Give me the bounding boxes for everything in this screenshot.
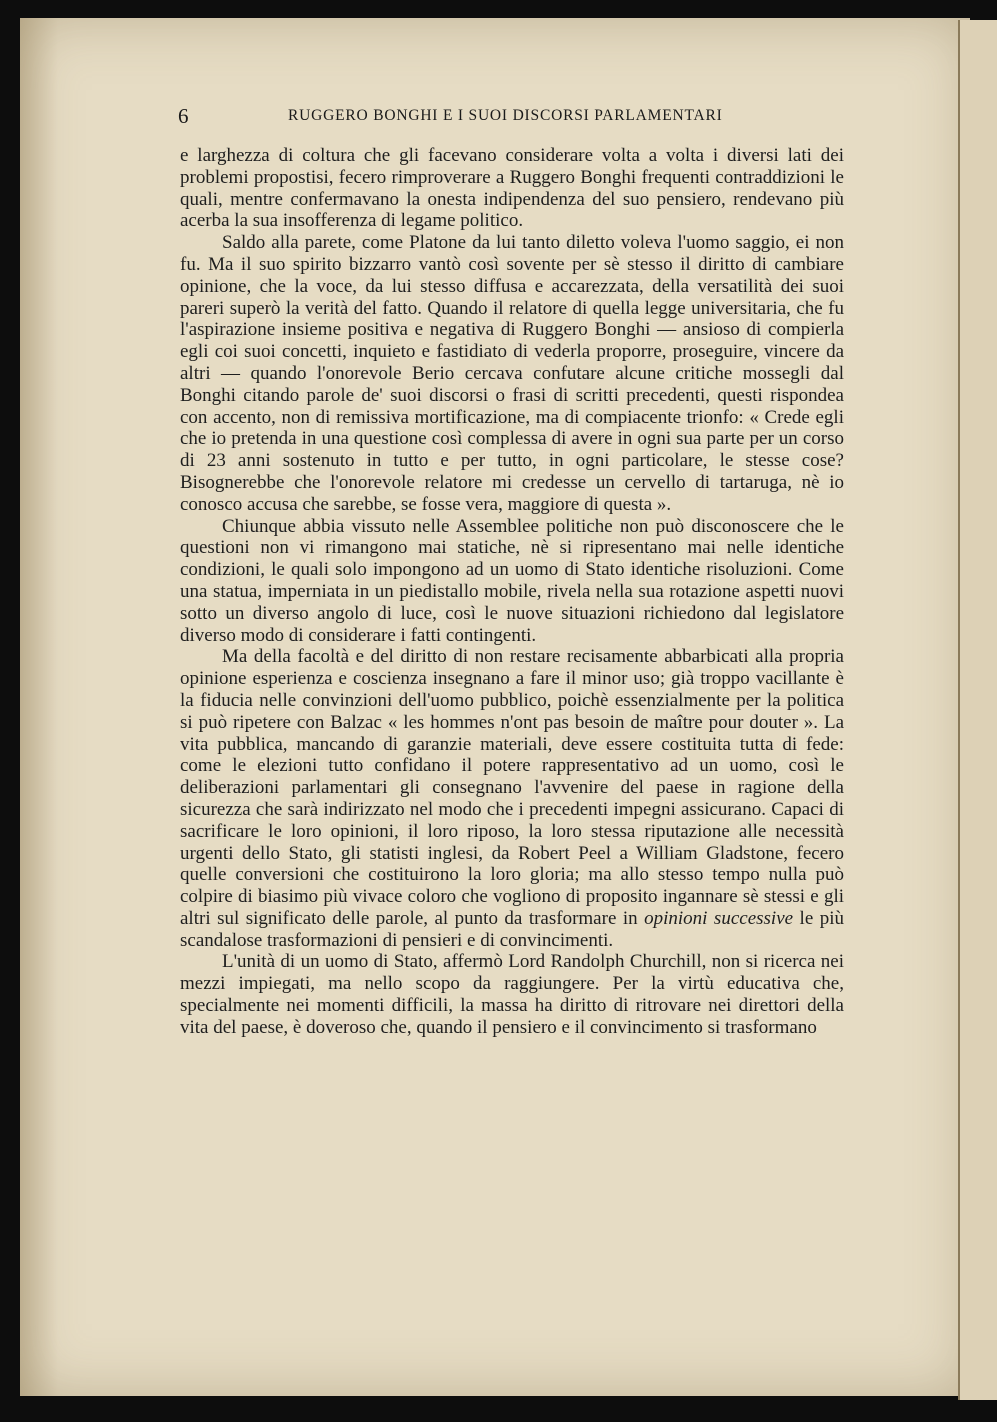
page-number: 6	[178, 104, 189, 128]
page-header	[178, 104, 778, 128]
paragraph-4-tail: le più scandalose trasformazioni di pensieri e di convincimenti.	[180, 907, 845, 951]
paragraph-2: Saldo alla parete, come Platone da lui tanto diletto voleva l'uomo saggio, ei non fu. Ma il suo spirito bizzarro vantò così sovente per sè stesso il diritto di cambiare opinione, che la voce, da lui stesso diffusa e accarezzata, della versatilità dei suoi pareri superò la verità del fatto. Quando il relatore di quella legge universitaria, che fu l'aspirazione insieme positiva e negativa di Ruggero Bonghi — ansioso di compierla egli coi suoi concetti, inquieto e fastidiato di vederla proporre, proseguire, vincere da altri — quando l'onorevole Berio cercava confutare alcune critiche mossegli dal Bonghi citando parole de' suoi discorsi o frasi di scritti precedenti, questi rispondea con accento, non di remissiva mortificazione, ma di compiacente trionfo: « Crede egli che io pretenda in una questione così complessa di avere in ogni sua parte per un corso di 23 anni sostenuto in tutto e per tutto, in ogni particolare, le stesse cose? Bisognerebbe che l'onorevole relatore mi credesse un cervello di tartaruga, nè io conosco accusa che sarebbe, se fosse vera, maggiore di questa ».	[180, 232, 844, 515]
italic-phrase: opinioni successive	[644, 907, 794, 929]
paragraph-1: e larghezza di coltura che gli facevano considerare volta a volta i diversi lati dei problemi propostisi, fecero rimproverare a Ruggero Bonghi frequenti contraddizioni le quali, mentre confermavano la onesta indipendenza del suo pensiero, rendevano più acerba la sua insofferenza di legame politico.	[180, 145, 844, 232]
paragraph-3: Chiunque abbia vissuto nelle Assemblee politiche non può disconoscere che le questioni non vi rimangono mai statiche, nè si ripresentano mai nelle identiche condizioni, le quali solo impongono ad un uomo di Stato identiche risoluzioni. Come una statua, imperniata in un piedistallo mobile, rivela nella sua rotazione aspetti nuovi sotto un diverso angolo di luce, così le nuove situazioni richiedono dal legislatore diverso modo di considerare i fatti contingenti.	[180, 515, 844, 646]
paragraph-4-text: Ma della facoltà e del diritto di non restare recisamente abbarbicati alla propria opinione esperienza e coscienza insegnano a fare il minor uso; già troppo vacillante è la fiducia nelle convinzioni dell'uomo pubblico, poichè essenzialmente per la politica si può ripetere con Balzac « les hommes n'ont pas besoin de maître pour douter ». La vita pubblica, mancando di garanzie materiali, deve essere costituita tutta di fede: come le elezioni tutto confidano il potere rappresentativo ad un uomo, così le deliberazioni parlamentari gli consegnano l'avvenire del paese in ragione della sicurezza che sarà indirizzato nel modo che i precedenti impegni assicurano. Capaci di sacrificare le loro opinioni, il loro riposo, la loro stessa riputazione alle necessità urgenti dello Stato, gli statisti inglesi, da Robert Peel a William Gladstone, fecero quelle conversioni che costituirono la loro gloria; ma allo stesso tempo nulla può colpire di biasimo più vivace coloro che vogliono di proposito ingannare sè stessi e gli altri sul significato delle parole, al punto da trasformare in	[180, 646, 844, 929]
paragraph-5: L'unità di un uomo di Stato, affermò Lord Randolph Churchill, non si ricerca nei mezzi impiegati, ma nello scopo da raggiungere. Per la virtù educativa che, specialmente nei momenti difficili, la massa ha diritto di ritrovare nei direttori della vita del paese, è doveroso che, quando il pensiero e il convincimento si trasformano	[180, 951, 844, 1038]
adjacent-page-edge	[958, 20, 997, 1400]
body-text	[180, 145, 844, 1039]
running-title: RUGGERO BONGHI E I SUOI DISCORSI PARLAMENTARI	[288, 107, 723, 124]
paragraph-4	[180, 646, 844, 951]
